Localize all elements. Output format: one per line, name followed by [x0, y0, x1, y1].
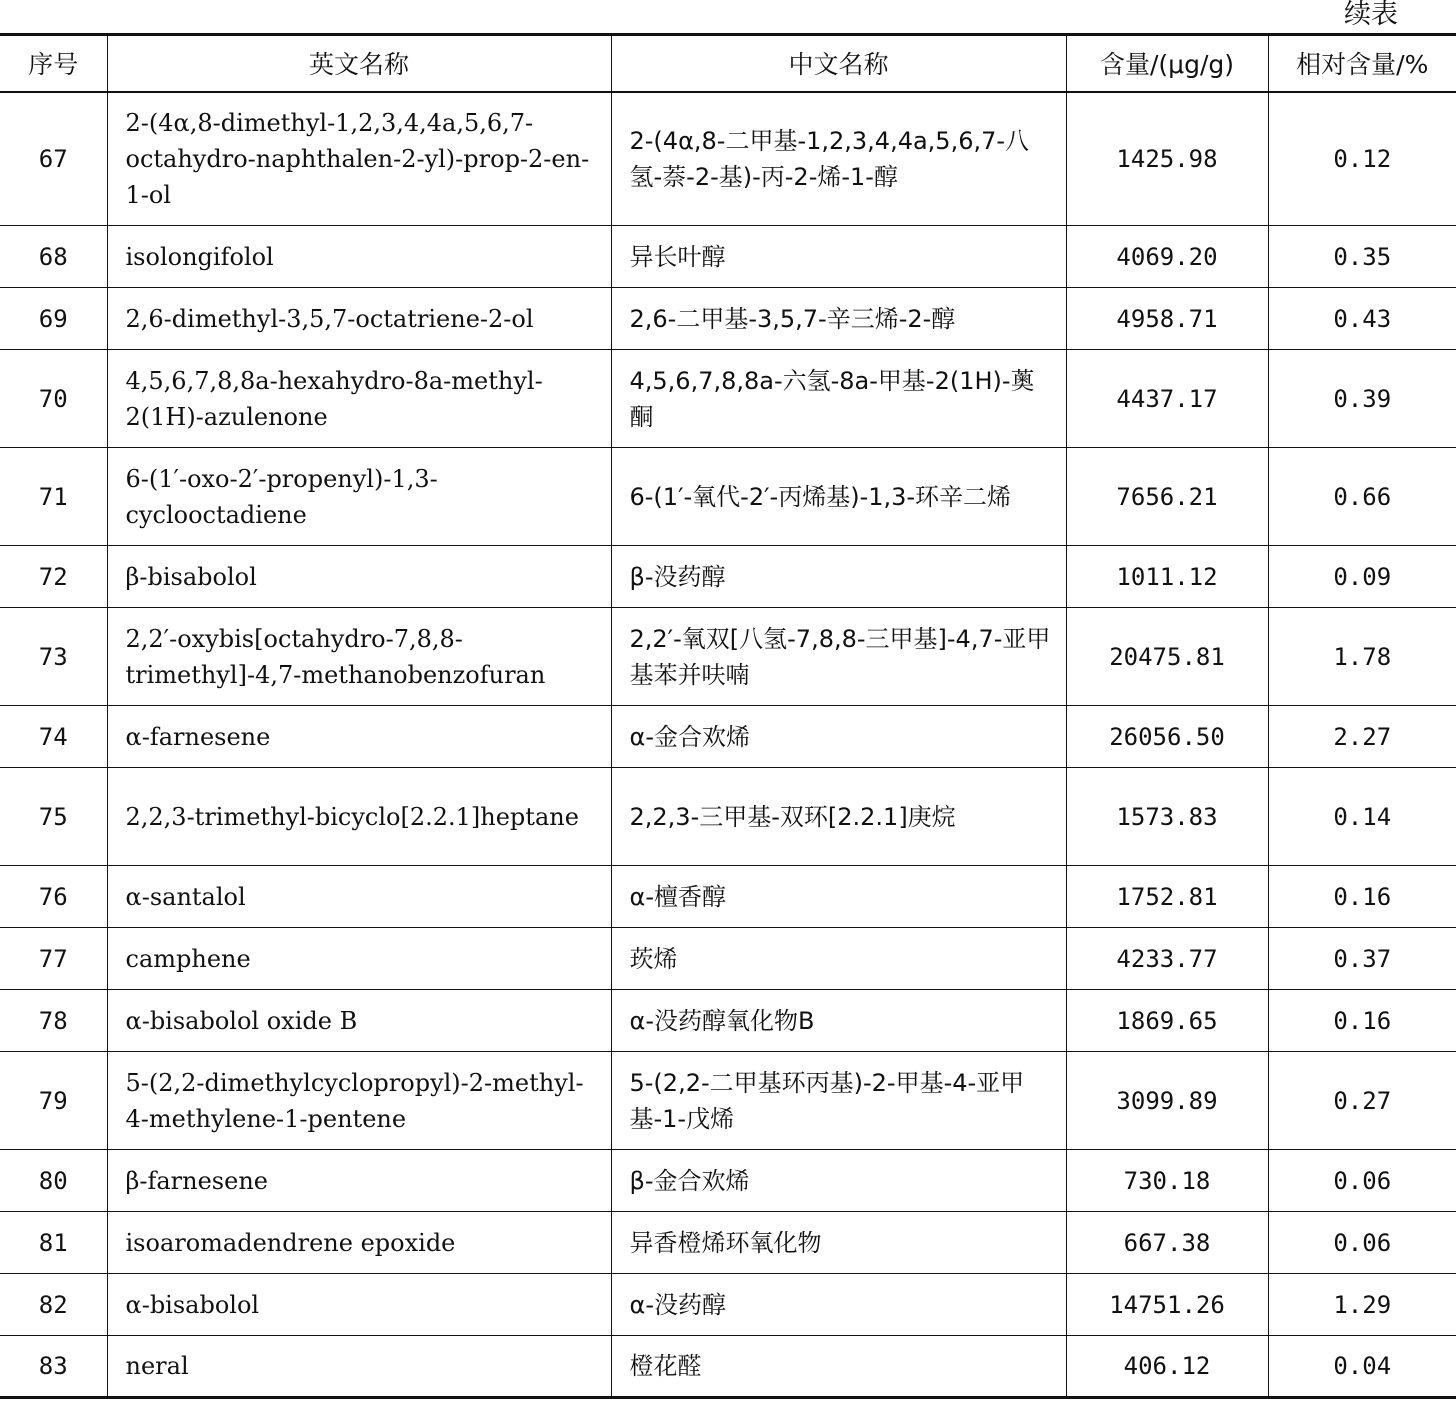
cell-serial-number: 81 [0, 1212, 107, 1274]
cell-chinese-name: β-金合欢烯 [611, 1150, 1066, 1212]
table-row [0, 1336, 1456, 1398]
cell-chinese-name: α-没药醇氧化物B [611, 990, 1066, 1052]
table-row [0, 866, 1456, 928]
cell-chinese-name: 异长叶醇 [611, 226, 1066, 288]
table-row [0, 768, 1456, 866]
cell-content: 1011.12 [1066, 546, 1268, 608]
cell-content: 20475.81 [1066, 608, 1268, 706]
cell-relative-content: 0.16 [1268, 990, 1456, 1052]
cell-serial-number: 69 [0, 288, 107, 350]
cell-english-name: isoaromadendrene epoxide [107, 1212, 611, 1274]
table-row [0, 448, 1456, 546]
cell-relative-content: 1.78 [1268, 608, 1456, 706]
cell-relative-content: 0.16 [1268, 866, 1456, 928]
header-serial-number: 序号 [0, 35, 107, 92]
cell-chinese-name: 2-(4α,8-二甲基-1,2,3,4,4a,5,6,7-八氢-萘-2-基)-丙-2-烯-1-醇 [611, 92, 1066, 226]
header-english-name: 英文名称 [107, 35, 611, 92]
cell-content: 4069.20 [1066, 226, 1268, 288]
table-row [0, 1212, 1456, 1274]
table-row [0, 288, 1456, 350]
cell-relative-content: 0.35 [1268, 226, 1456, 288]
cell-serial-number: 70 [0, 350, 107, 448]
table-row [0, 350, 1456, 448]
cell-relative-content: 0.09 [1268, 546, 1456, 608]
table-row [0, 1052, 1456, 1150]
cell-english-name: 2,6-dimethyl-3,5,7-octatriene-2-ol [107, 288, 611, 350]
compound-table [0, 33, 1456, 1399]
cell-content: 1752.81 [1066, 866, 1268, 928]
table-row [0, 226, 1456, 288]
table-row [0, 546, 1456, 608]
cell-serial-number: 68 [0, 226, 107, 288]
cell-content: 406.12 [1066, 1336, 1268, 1398]
header-relative-content: 相对含量/% [1268, 35, 1456, 92]
cell-chinese-name: α-没药醇 [611, 1274, 1066, 1336]
cell-chinese-name: 6-(1′-氧代-2′-丙烯基)-1,3-环辛二烯 [611, 448, 1066, 546]
cell-relative-content: 0.66 [1268, 448, 1456, 546]
cell-english-name: α-santalol [107, 866, 611, 928]
cell-chinese-name: 4,5,6,7,8,8a-六氢-8a-甲基-2(1H)-薁酮 [611, 350, 1066, 448]
cell-serial-number: 72 [0, 546, 107, 608]
cell-chinese-name: 5-(2,2-二甲基环丙基)-2-甲基-4-亚甲基-1-戊烯 [611, 1052, 1066, 1150]
table-row [0, 608, 1456, 706]
table-row [0, 706, 1456, 768]
cell-chinese-name: α-金合欢烯 [611, 706, 1066, 768]
cell-serial-number: 73 [0, 608, 107, 706]
cell-serial-number: 75 [0, 768, 107, 866]
cell-chinese-name: 2,2,3-三甲基-双环[2.2.1]庚烷 [611, 768, 1066, 866]
table-row [0, 92, 1456, 226]
cell-content: 4233.77 [1066, 928, 1268, 990]
cell-content: 7656.21 [1066, 448, 1268, 546]
cell-content: 730.18 [1066, 1150, 1268, 1212]
table-body [0, 92, 1456, 1398]
cell-relative-content: 0.43 [1268, 288, 1456, 350]
cell-relative-content: 0.27 [1268, 1052, 1456, 1150]
cell-english-name: camphene [107, 928, 611, 990]
cell-chinese-name: 异香橙烯环氧化物 [611, 1212, 1066, 1274]
table-row [0, 1150, 1456, 1212]
cell-english-name: 2,2,3-trimethyl-bicyclo[2.2.1]heptane [107, 768, 611, 866]
cell-content: 1573.83 [1066, 768, 1268, 866]
cell-relative-content: 1.29 [1268, 1274, 1456, 1336]
cell-english-name: α-bisabolol oxide B [107, 990, 611, 1052]
cell-serial-number: 83 [0, 1336, 107, 1398]
cell-english-name: β-farnesene [107, 1150, 611, 1212]
cell-serial-number: 67 [0, 92, 107, 226]
cell-content: 14751.26 [1066, 1274, 1268, 1336]
header-content: 含量/(μg/g) [1066, 35, 1268, 92]
cell-content: 667.38 [1066, 1212, 1268, 1274]
cell-content: 26056.50 [1066, 706, 1268, 768]
cell-chinese-name: 2,2′-氧双[八氢-7,8,8-三甲基]-4,7-亚甲基苯并呋喃 [611, 608, 1066, 706]
cell-english-name: β-bisabolol [107, 546, 611, 608]
table-row [0, 1274, 1456, 1336]
cell-chinese-name: α-檀香醇 [611, 866, 1066, 928]
cell-content: 1425.98 [1066, 92, 1268, 226]
cell-serial-number: 76 [0, 866, 107, 928]
cell-relative-content: 0.39 [1268, 350, 1456, 448]
cell-english-name: 4,5,6,7,8,8a-hexahydro-8a-methyl-2(1H)-azulenone [107, 350, 611, 448]
cell-chinese-name: 2,6-二甲基-3,5,7-辛三烯-2-醇 [611, 288, 1066, 350]
cell-serial-number: 80 [0, 1150, 107, 1212]
cell-english-name: 2-(4α,8-dimethyl-1,2,3,4,4a,5,6,7-octahydro-naphthalen-2-yl)-prop-2-en-1-ol [107, 92, 611, 226]
cell-english-name: α-bisabolol [107, 1274, 611, 1336]
cell-relative-content: 0.14 [1268, 768, 1456, 866]
table-row [0, 990, 1456, 1052]
cell-serial-number: 79 [0, 1052, 107, 1150]
cell-chinese-name: β-没药醇 [611, 546, 1066, 608]
cell-content: 4958.71 [1066, 288, 1268, 350]
table-header [0, 35, 1456, 92]
cell-content: 1869.65 [1066, 990, 1268, 1052]
cell-chinese-name: 莰烯 [611, 928, 1066, 990]
table-continuation-caption: 续表 [1344, 0, 1398, 30]
header-row [0, 35, 1456, 92]
cell-english-name: neral [107, 1336, 611, 1398]
cell-serial-number: 82 [0, 1274, 107, 1336]
table-row [0, 928, 1456, 990]
cell-serial-number: 77 [0, 928, 107, 990]
cell-english-name: α-farnesene [107, 706, 611, 768]
header-chinese-name: 中文名称 [611, 35, 1066, 92]
cell-english-name: 6-(1′-oxo-2′-propenyl)-1,3-cyclooctadiene [107, 448, 611, 546]
cell-content: 4437.17 [1066, 350, 1268, 448]
cell-serial-number: 74 [0, 706, 107, 768]
cell-relative-content: 0.12 [1268, 92, 1456, 226]
cell-serial-number: 71 [0, 448, 107, 546]
cell-relative-content: 2.27 [1268, 706, 1456, 768]
cell-serial-number: 78 [0, 990, 107, 1052]
cell-relative-content: 0.06 [1268, 1212, 1456, 1274]
cell-content: 3099.89 [1066, 1052, 1268, 1150]
cell-english-name: 5-(2,2-dimethylcyclopropyl)-2-methyl-4-methylene-1-pentene [107, 1052, 611, 1150]
cell-english-name: 2,2′-oxybis[octahydro-7,8,8-trimethyl]-4,7-methanobenzofuran [107, 608, 611, 706]
cell-english-name: isolongifolol [107, 226, 611, 288]
cell-relative-content: 0.37 [1268, 928, 1456, 990]
cell-relative-content: 0.04 [1268, 1336, 1456, 1398]
cell-chinese-name: 橙花醛 [611, 1336, 1066, 1398]
cell-relative-content: 0.06 [1268, 1150, 1456, 1212]
